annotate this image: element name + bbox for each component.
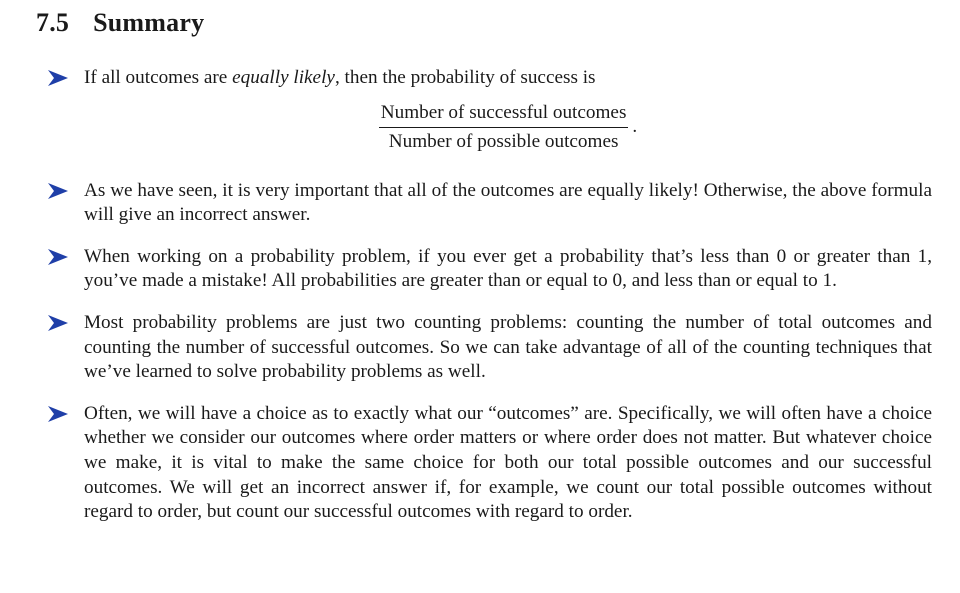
- formula-denominator: Number of possible outcomes: [388, 130, 619, 152]
- right-arrowhead-icon: [48, 249, 68, 265]
- formula-numerator: Number of successful outcomes: [379, 101, 629, 128]
- bullet-text-emphasis: equally likely: [232, 67, 335, 88]
- summary-bullet-list: [48, 66, 932, 525]
- bullet-text: Most probability problems are just two counting problems: counting the number of total outcomes and counting the number of successful outcomes. So we can take advantage of all of the counting techniques that we’ve learned to solve probability problems as well.: [84, 311, 932, 383]
- right-arrowhead-icon: [48, 183, 68, 199]
- section-number: 7.5: [36, 8, 70, 37]
- probability-formula: [48, 101, 932, 154]
- section-heading: [36, 8, 204, 38]
- right-arrowhead-icon: [48, 315, 68, 331]
- bullet-text: When working on a probability problem, if you ever get a probability that’s less than 0 or greater than 1, you’ve made a mistake! All probabilities are greater than or equal to 0, and less than or equal to 1.: [84, 245, 932, 292]
- summary-bullet-3: [48, 245, 932, 294]
- right-arrowhead-icon: [48, 70, 68, 86]
- section-title: Summary: [93, 8, 205, 37]
- summary-bullet-1: [48, 66, 932, 91]
- bullet-text-before: If all outcomes are: [84, 67, 233, 88]
- formula-period: .: [632, 116, 638, 138]
- summary-bullet-5: [48, 402, 932, 525]
- formula-fraction: [379, 101, 629, 154]
- bullet-text-after: , then the probability of success is: [334, 67, 596, 88]
- summary-bullet-2: [48, 179, 932, 228]
- right-arrowhead-icon: [48, 406, 68, 422]
- summary-bullet-4: [48, 311, 932, 385]
- bullet-text: As we have seen, it is very important that all of the outcomes are equally likely! Otherwise, the above formula will give an incorrect answer.: [84, 179, 932, 226]
- bullet-text: Often, we will have a choice as to exactly what our “outcomes” are. Specifically, we will often have a choice whether we consider our outcomes where order matters or where order does not matter. But whatever choice we make, it is vital to make the same choice for both our total possible outcomes and our successful outcomes. We will get an incorrect answer if, for example, we count our total possible outcomes without regard to order, but count our successful outcomes with regard to order.: [84, 402, 932, 523]
